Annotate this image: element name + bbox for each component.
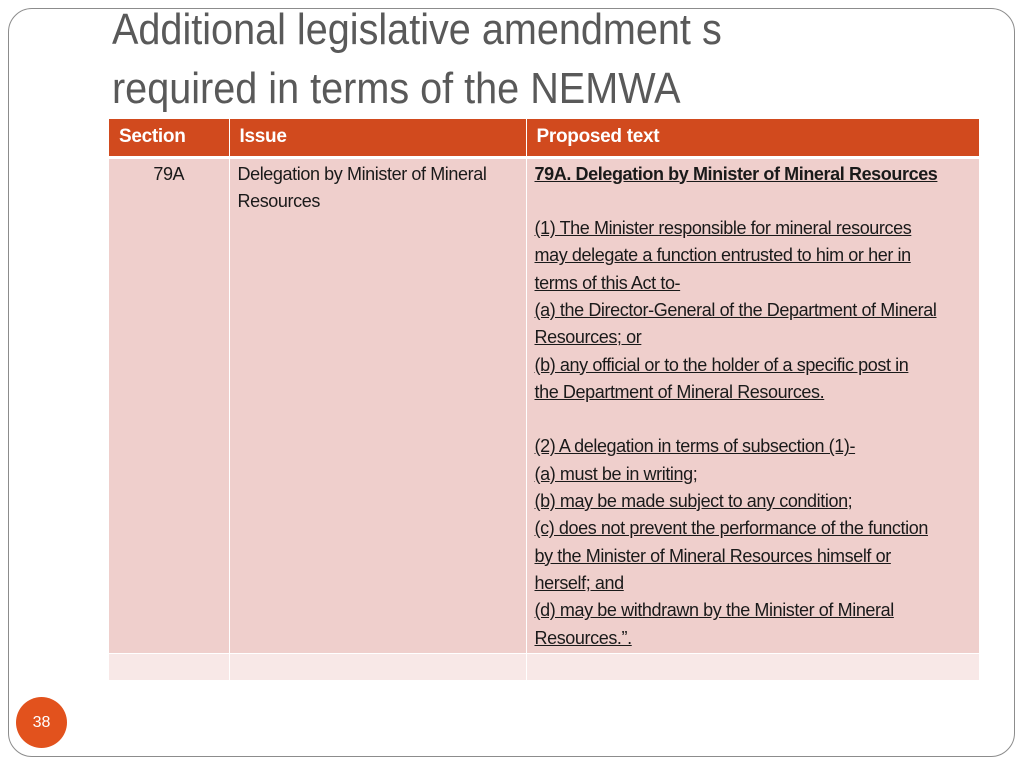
proposed-line: (c) does not prevent the performance of the function xyxy=(534,518,928,539)
slide-title-line-2: required in terms of the NEMWA xyxy=(112,64,681,113)
page-number-badge: 38 xyxy=(16,697,67,748)
table-header-row xyxy=(109,119,979,157)
proposed-gap xyxy=(535,406,971,433)
proposed-line: Resources; or xyxy=(534,327,642,348)
proposed-line: (d) may be withdrawn by the Minister of Mineral xyxy=(534,600,894,621)
slide-title xyxy=(112,0,886,118)
empty-cell xyxy=(109,653,229,680)
proposed-line: (2) A delegation in terms of subsection (1)- xyxy=(534,436,856,457)
table-row xyxy=(109,157,979,653)
proposed-gap xyxy=(535,188,971,215)
header-section: Section xyxy=(109,119,229,157)
amendments-table xyxy=(109,119,980,681)
proposed-heading: 79A. Delegation by Minister of Mineral Resources xyxy=(534,163,938,184)
proposed-line: Resources.”. xyxy=(534,627,632,648)
proposed-line: (b) any official or to the holder of a specific post in xyxy=(534,354,909,375)
cell-proposed-text xyxy=(526,157,979,653)
proposed-line: may delegate a function entrusted to him or her in xyxy=(534,245,911,266)
proposed-line: (a) the Director-General of the Department of Mineral xyxy=(534,299,937,320)
proposed-line: (b) may be made subject to any condition; xyxy=(534,491,853,512)
proposed-line: the Department of Mineral Resources. xyxy=(534,381,825,402)
table-row-empty xyxy=(109,653,979,680)
header-proposed-text: Proposed text xyxy=(526,119,979,157)
proposed-line: (1) The Minister responsible for mineral resources xyxy=(534,218,912,239)
proposed-text-block xyxy=(535,161,971,652)
proposed-line: terms of this Act to- xyxy=(534,272,681,293)
cell-section: 79A xyxy=(109,157,229,653)
empty-cell xyxy=(229,653,526,680)
header-issue: Issue xyxy=(229,119,526,157)
proposed-line: (a) must be in writing; xyxy=(534,463,698,484)
cell-issue: Delegation by Minister of Mineral Resources xyxy=(229,157,526,653)
proposed-line: by the Minister of Mineral Resources himself or xyxy=(534,545,891,566)
empty-cell xyxy=(526,653,979,680)
slide-title-line-1: Additional legislative amendment s xyxy=(112,5,722,54)
proposed-line: herself; and xyxy=(534,572,624,593)
